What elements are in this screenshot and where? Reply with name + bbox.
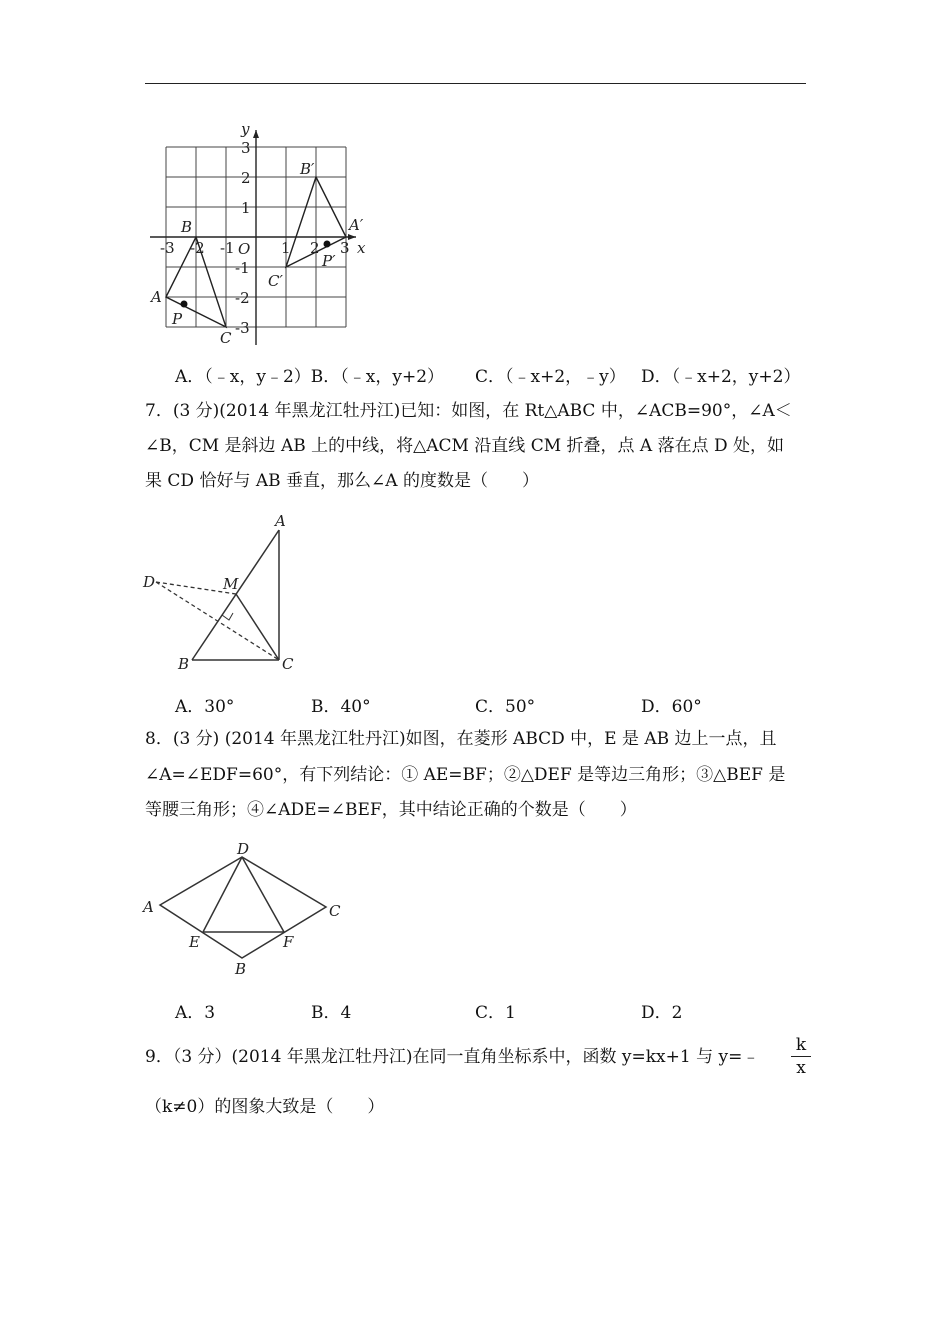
fraction-numerator: k	[795, 1035, 807, 1055]
q7-option-a: A．30°	[175, 697, 235, 717]
q9-line-2: （k≠0）的图象大致是（ ）	[145, 1097, 385, 1117]
q9-fraction	[791, 1035, 811, 1078]
q7-line-2: ∠B，CM 是斜边 AB 上的中线，将△ACM 沿直线 CM 折叠，点 A 落在点 D 处，如	[145, 436, 785, 456]
y-tick: -3	[235, 319, 250, 337]
x-tick: -2	[190, 239, 205, 257]
q7-option-c: C．50°	[475, 697, 536, 717]
q7-option-b: B．40°	[311, 697, 371, 717]
y-tick: -1	[235, 259, 250, 277]
q6-option-d: D．（﹣x+2，y+2）	[641, 367, 801, 387]
x-tick: 2	[310, 239, 320, 257]
y-axis-label: y	[241, 120, 250, 138]
label-p: P	[172, 310, 183, 328]
fraction-bar	[791, 1056, 811, 1057]
label-d: D	[237, 840, 250, 858]
label-a: A	[275, 512, 286, 530]
label-b: B	[181, 218, 193, 236]
y-tick: 3	[241, 139, 251, 157]
label-b-prime: B′	[300, 160, 315, 178]
q8-line-2: ∠A=∠EDF=60°，有下列结论：① AE=BF；②△DEF 是等边三角形；③△BEF 是	[145, 765, 786, 785]
q9-line-1: 9．（3 分）(2014 年黑龙江牡丹江)在同一直角坐标系中，函数 y=kx+1 与 y=﹣	[145, 1047, 760, 1067]
label-c: C	[329, 902, 341, 920]
label-d: D	[143, 573, 156, 591]
label-a: A	[143, 898, 154, 916]
q8-line-3: 等腰三角形；④∠ADE=∠BEF，其中结论正确的个数是（ ）	[145, 800, 637, 820]
x-tick: -3	[160, 239, 175, 257]
label-p-prime: P′	[322, 252, 336, 270]
y-tick: -2	[235, 289, 250, 307]
label-c: C	[220, 329, 232, 347]
q8-option-b: B．4	[311, 1003, 352, 1023]
x-tick: 3	[340, 239, 350, 257]
x-tick: -1	[220, 239, 235, 257]
label-c-prime: C′	[268, 272, 283, 290]
y-tick: 1	[241, 199, 251, 217]
label-m: M	[223, 575, 239, 593]
q7-option-d: D．60°	[641, 697, 702, 717]
y-tick: 2	[241, 169, 251, 187]
label-c: C	[282, 655, 294, 673]
point-p	[181, 301, 188, 308]
point-p-prime	[324, 241, 331, 248]
label-e: E	[189, 933, 200, 951]
q6-grid-figure	[140, 118, 380, 350]
header-rule	[145, 83, 806, 84]
label-b: B	[235, 960, 247, 978]
label-f: F	[283, 933, 294, 951]
q6-option-c: C．（﹣x+2，﹣y）	[475, 367, 626, 387]
label-a: A	[151, 288, 162, 306]
q8-line-1: 8．(3 分) (2014 年黑龙江牡丹江)如图，在菱形 ABCD 中，E 是 AB 边上一点，且	[145, 729, 777, 749]
label-b: B	[178, 655, 190, 673]
q8-option-a: A．3	[175, 1003, 216, 1023]
x-axis-label: x	[357, 239, 366, 257]
q6-option-ab: A．（﹣x，y﹣2）B．（﹣x，y+2）	[175, 367, 445, 387]
q8-rhombus-figure	[140, 838, 350, 980]
label-a-prime: A′	[349, 216, 364, 234]
q8-option-d: D．2	[641, 1003, 683, 1023]
fraction-denominator: x	[796, 1058, 806, 1078]
q7-line-1: 7．(3 分)(2014 年黑龙江牡丹江)已知：如图，在 Rt△ABC 中，∠ACB=90°，∠A＜	[145, 401, 792, 421]
q7-line-3: 果 CD 恰好与 AB 垂直，那么∠A 的度数是（ ）	[145, 471, 539, 491]
q8-option-c: C．1	[475, 1003, 516, 1023]
x-tick: 1	[281, 239, 291, 257]
q7-fold-figure	[140, 508, 300, 674]
origin-label: O	[238, 240, 251, 258]
